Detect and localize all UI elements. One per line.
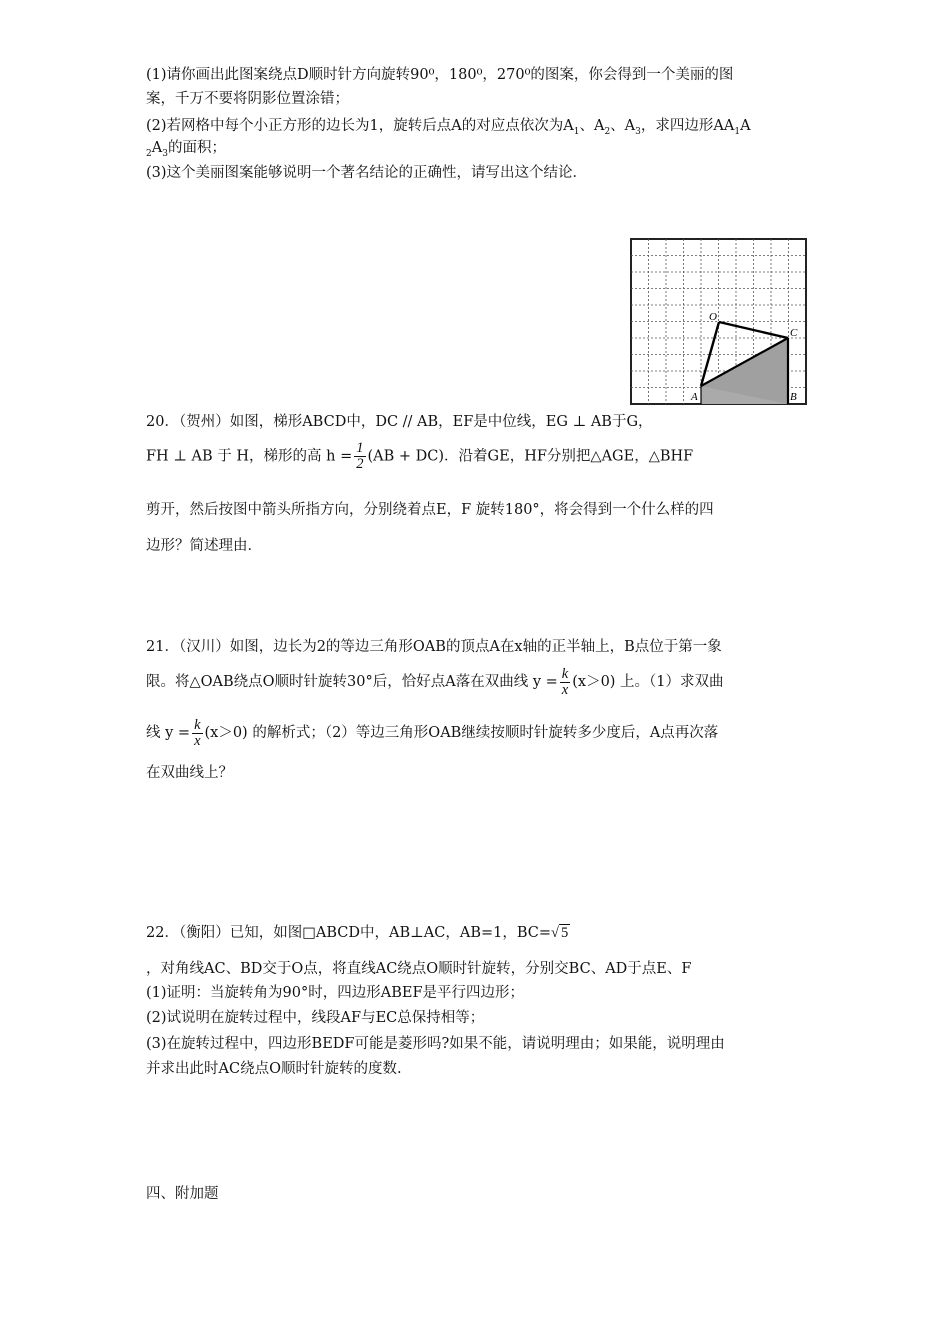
label-o: O (709, 311, 717, 323)
q21-line4: 在双曲线上？ (146, 765, 233, 781)
q19-line3: (2)若网格中每个小正方形的边长为1，旋转后点A的对应点依次为$A_1$、$A_2$、$A_3$，求四边形$AA_1A$ (146, 118, 751, 137)
q22-line4: (2)试说明在旋转过程中，线段AF与EC总保持相等； (146, 1010, 485, 1026)
grid-figure (630, 238, 808, 406)
q20-line1: 20．（贺州）如图，梯形ABCD中，DC // AB，EF是中位线，EG ⊥ AB于G， (146, 414, 653, 430)
q20-line3: 剪开，然后按图中箭头所指方向，分别绕着点E，F 旋转180°，将会得到一个什么样的四 (146, 502, 714, 518)
fraction-half: $\frac{1}{2}$ (356, 440, 364, 472)
q22-line1: 22．（衡阳）已知，如图□ABCD中，AB⊥AC，AB=1，BC=√ 5 (146, 925, 569, 941)
q21-line3: 线 y = $\frac{k}{x}$ (x＞0) 的解析式；（2）等边三角形OAB继续按顺时针旋转多少度后，A点再次落 (146, 716, 719, 749)
fraction-k-x-2: $\frac{k}{x}$ (194, 716, 201, 749)
q22-line2: ，对角线AC、BD交于O点，将直线AC绕点O顺时针旋转，分别交BC、AD于点E、F (146, 961, 692, 977)
q20-line2: FH ⊥ AB 于 H，梯形的高 h = $\frac{1}{2}$ (AB + DC)．沿着GE，HF分别把△AGE，△BHF (146, 440, 694, 472)
q22-line6: 并求出此时AC绕点O顺时针旋转的度数. (146, 1061, 402, 1077)
q22-line3: (1)证明：当旋转角为90°时，四边形ABEF是平行四边形； (146, 985, 525, 1001)
q21-line1: 21．（汉川）如图，边长为2的等边三角形OAB的顶点A在x轴的正半轴上，B点位于第一象 (146, 639, 722, 655)
q19-line2: 案，千万不要将阴影位置涂错； (146, 91, 349, 107)
q19-line5: (3)这个美丽图案能够说明一个著名结论的正确性，请写出这个结论． (146, 165, 588, 181)
q21-line2: 限。将△OAB绕点O顺时针旋转30°后，恰好点A落在双曲线 y = $\frac{k}{x}$ (x＞0) 上。（1）求双曲 (146, 665, 724, 698)
q19-line4: $_2A_3$的面积； (146, 140, 226, 159)
q20-line4: 边形？简述理由． (146, 538, 262, 554)
label-c: C (790, 327, 798, 339)
section-heading: 四、附加题 (146, 1186, 219, 1202)
fraction-k-x: $\frac{k}{x}$ (561, 665, 569, 698)
q19-line1: (1)请你画出此图案绕点D顺时针方向旋转90⁰，180⁰，270⁰的图案，你会得到一个美丽的图 (146, 67, 734, 83)
sqrt-five: √ 5 (551, 925, 569, 941)
label-a: A (691, 391, 698, 403)
label-b: B (790, 391, 797, 403)
q22-line5: (3)在旋转过程中，四边形BEDF可能是菱形吗?如果不能，请说明理由；如果能，说明理由 (146, 1036, 725, 1052)
